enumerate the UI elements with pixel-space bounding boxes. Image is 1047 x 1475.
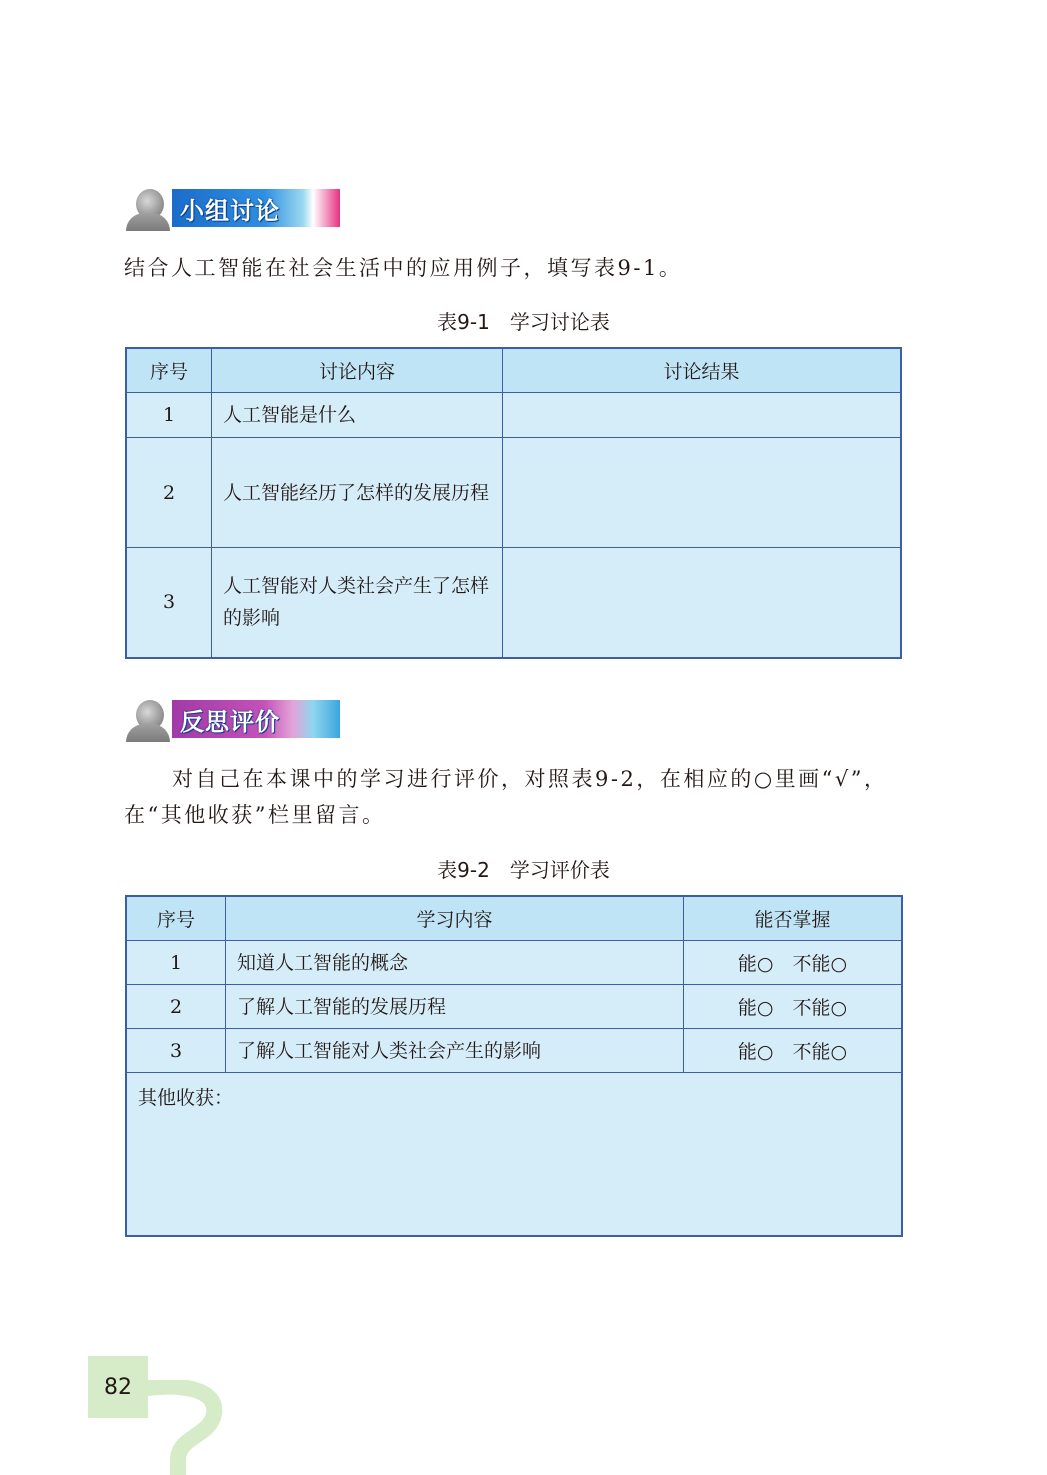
row-result-cell[interactable] bbox=[503, 438, 902, 548]
banner-label: 反思评价 bbox=[172, 700, 340, 738]
row-content: 了解人工智能的发展历程 bbox=[226, 985, 684, 1029]
row-content: 人工智能对人类社会产生了怎样的影响 bbox=[212, 548, 503, 658]
header-result: 讨论结果 bbox=[503, 348, 902, 393]
row-options[interactable]: 能○ 不能○ bbox=[684, 1029, 903, 1073]
table-row bbox=[126, 941, 902, 985]
header-content: 讨论内容 bbox=[212, 348, 503, 393]
section-banner-reflection bbox=[124, 700, 340, 740]
instruction-text: 对自己在本课中的学习进行评价，对照表9-2，在相应的○里画“√”，在“其他收获”栏里留言。 bbox=[124, 767, 888, 827]
instruction-text: 结合人工智能在社会生活中的应用例子，填写表9-1。 bbox=[124, 256, 683, 280]
other-gains-row bbox=[126, 1073, 902, 1237]
row-number: 2 bbox=[126, 438, 212, 548]
header-number: 序号 bbox=[126, 348, 212, 393]
row-number: 1 bbox=[126, 393, 212, 438]
row-content: 人工智能是什么 bbox=[212, 393, 503, 438]
table-row bbox=[126, 548, 901, 658]
row-number: 2 bbox=[126, 985, 226, 1029]
row-number: 1 bbox=[126, 941, 226, 985]
question-mark-decoration-icon bbox=[140, 1380, 230, 1475]
discussion-table bbox=[125, 347, 902, 659]
row-content: 知道人工智能的概念 bbox=[226, 941, 684, 985]
banner-label: 小组讨论 bbox=[172, 189, 340, 227]
evaluation-table bbox=[125, 895, 903, 1237]
other-gains-cell[interactable]: 其他收获： bbox=[126, 1073, 902, 1237]
table-row bbox=[126, 438, 901, 548]
row-content: 了解人工智能对人类社会产生的影响 bbox=[226, 1029, 684, 1073]
header-number: 序号 bbox=[126, 896, 226, 941]
row-result-cell[interactable] bbox=[503, 393, 902, 438]
table-caption: 表9-2 学习评价表 bbox=[437, 858, 610, 882]
table-caption: 表9-1 学习讨论表 bbox=[437, 310, 610, 334]
table-row bbox=[126, 985, 902, 1029]
table-header-row bbox=[126, 348, 901, 393]
row-options[interactable]: 能○ 不能○ bbox=[684, 941, 903, 985]
header-content: 学习内容 bbox=[226, 896, 684, 941]
section-banner-group-discussion bbox=[124, 189, 340, 229]
student-icon bbox=[124, 187, 172, 231]
table-row bbox=[126, 393, 901, 438]
row-content: 人工智能经历了怎样的发展历程 bbox=[212, 438, 503, 548]
table-row bbox=[126, 1029, 902, 1073]
row-result-cell[interactable] bbox=[503, 548, 902, 658]
table-header-row bbox=[126, 896, 902, 941]
row-number: 3 bbox=[126, 1029, 226, 1073]
row-number: 3 bbox=[126, 548, 212, 658]
header-mastery: 能否掌握 bbox=[684, 896, 903, 941]
row-options[interactable]: 能○ 不能○ bbox=[684, 985, 903, 1029]
page-number: 82 bbox=[88, 1356, 148, 1418]
student-icon bbox=[124, 698, 172, 742]
